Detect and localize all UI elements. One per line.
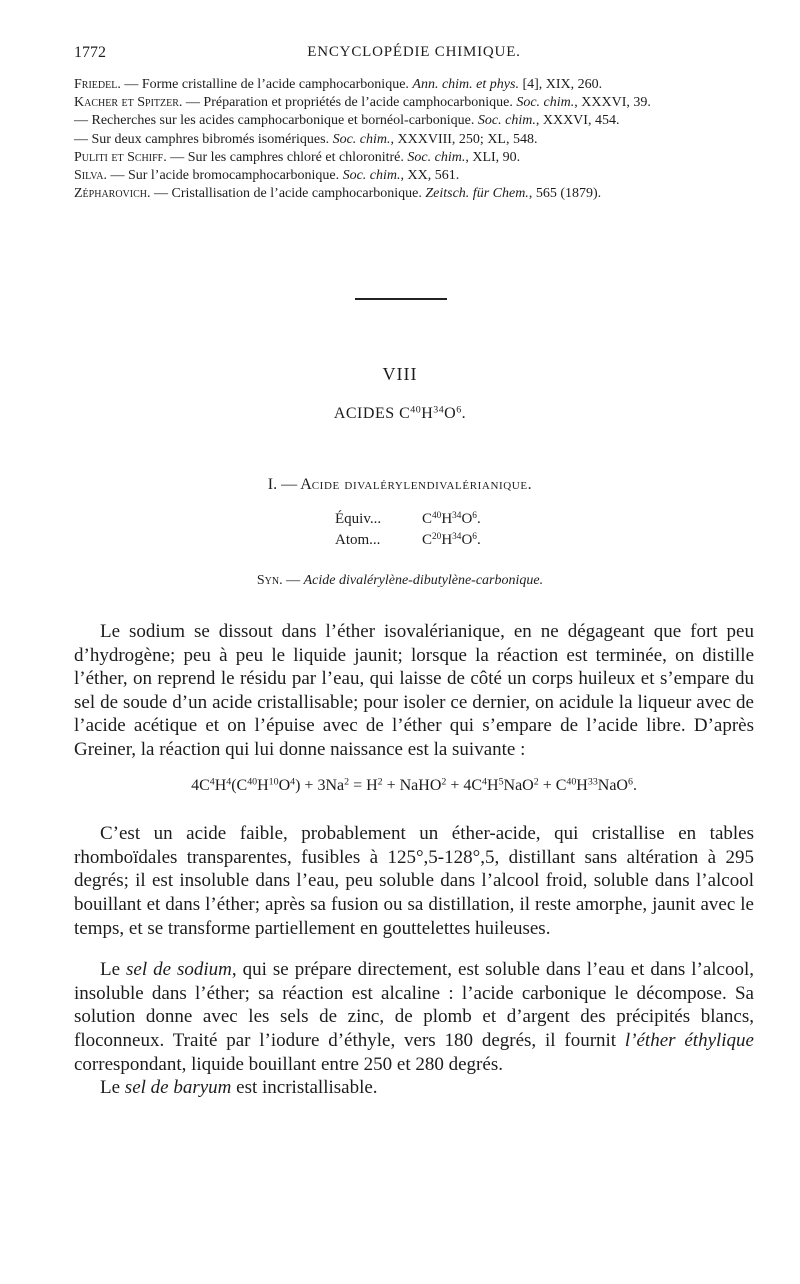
formula-equivalent: Équiv... $C^{40}H^{34}O^6$.: [335, 510, 481, 527]
formula-atomic: Atom... $C^{20}H^{34}O^6$.: [335, 531, 481, 548]
entry-title: — Sur les camphres chloré et chloronitré.: [166, 149, 408, 165]
reaction-equation: $4C^4H^4(C^{40}H^{10}O^4) + 3Na^2 = H^2$ + NaHO$^2$ + $4C^4H^5NaO^2 + C^{40}H^{33}NaO^6$.: [191, 776, 637, 794]
entry-source: Soc. chim.: [332, 131, 391, 147]
page-header: [74, 44, 754, 68]
entry-title: — Sur l’acide bromocamphocarbonique.: [106, 168, 343, 184]
body-text: [74, 620, 754, 1100]
formula-block: [335, 509, 481, 551]
entry-source: Soc. chim.: [516, 95, 575, 111]
entry-reference: , XLI, 90.: [465, 149, 521, 165]
entry-source: Zeitsch. für Chem.: [425, 186, 529, 202]
entry-author: Silva.: [74, 168, 107, 184]
entry-source: Soc. chim.: [342, 168, 401, 184]
section-divider: [355, 298, 447, 300]
bibliography-entry: [74, 76, 754, 94]
entry-title: — Recherches sur les acides camphocarbonique et bornéol-carbonique.: [74, 113, 478, 129]
entry-author: Puliti et Schiff.: [74, 149, 167, 165]
bibliography-entry: [74, 149, 754, 167]
bibliography-entry: [74, 112, 754, 130]
paragraph: Le sel de baryum est incristallisable.: [100, 1077, 378, 1099]
bibliography: [74, 76, 754, 203]
entry-title: — Forme cristalline de l’acide camphocarbonique.: [120, 77, 413, 92]
entry-reference: , XXXVI, 454.: [535, 113, 620, 129]
entry-reference: , XXXVI, 39.: [574, 95, 651, 111]
section-number: VIII: [382, 364, 418, 384]
bibliography-entry: [74, 94, 754, 112]
bibliography-entry: [74, 167, 754, 185]
entry-source: Soc. chim.: [477, 113, 536, 129]
page-number: 1772: [74, 44, 106, 61]
section-title: ACIDES $C^{40}H^{34}O^6$.: [333, 404, 467, 422]
entry-title: — Préparation et propriétés de l’acide camphocarbonique.: [182, 95, 517, 111]
subsection-title: I. — Acide divalérylendivalérianique.: [267, 476, 533, 493]
entry-author: Zépharovich.: [74, 186, 151, 202]
entry-author: Friedel.: [74, 77, 121, 92]
entry-author: Kacher et Spitzer.: [74, 95, 183, 111]
paragraph: C’est un acide faible, probablement un éther-acide, qui cristallise en tables rhomboïdales transparentes, fusibles à 125°,5-128°,5, distillant sans altération à 295 degrés; il est insoluble dans l’eau, peu soluble dans l’alcool froid, soluble dans l’alcool bouillant et dans l’éther; après sa fusion ou sa distillation, il reste amorphe, jaunit avec le temps, et se transforme partiellement en gouttelettes huileuses.: [74, 823, 754, 939]
entry-reference: , 565 (1879).: [528, 186, 602, 202]
synonym-line: Syn. — Acide divalérylène-dibutylène-carbonique.: [256, 573, 544, 588]
running-title: ENCYCLOPÉDIE CHIMIQUE.: [307, 44, 521, 60]
entry-source: Ann. chim. et phys.: [412, 77, 519, 92]
entry-title: — Sur deux camphres bibromés isomériques.: [74, 131, 333, 147]
entry-reference: [4], XIX, 260.: [518, 77, 603, 92]
entry-reference: , XX, 561.: [400, 168, 460, 184]
entry-source: Soc. chim.: [407, 149, 466, 165]
bibliography-entry: [74, 185, 754, 203]
paragraph: Le sodium se dissout dans l’éther isovalérianique, en ne dégageant que fort peu d’hydrogène; peu à peu le liquide jaunit; lorsque la réaction est terminée, on distille l’éther, on reprend le résidu par l’eau, qui laisse de côté un corps huileux et s’empare du sel de soude d’un acide cristallisable; pour isoler ce dernier, on acidule la liqueur avec de l’acide acétique et on l’épuise avec de l’éther qui s’empare de l’acide libre. D’après Greiner, la réaction qui lui donne naissance est la suivante :: [74, 621, 754, 760]
paragraph: Le sel de sodium, qui se prépare directement, est soluble dans l’eau et dans l’alcool, insoluble dans l’éther; sa réaction est alcaline : l’acide carbonique le décompose. Sa solution donne avec les sels de zinc, de plomb et d’argent des précipités blancs, floconneux. Traité par l’iodure d’éthyle, vers 180 degrés, il fournit l’éther éthylique correspondant, liquide bouillant entre 250 et 280 degrés.: [74, 959, 754, 1075]
entry-reference: , XXXVIII, 250; XL, 548.: [390, 131, 538, 147]
entry-title: — Cristallisation de l’acide camphocarbonique.: [150, 186, 426, 202]
bibliography-entry: [74, 131, 754, 149]
